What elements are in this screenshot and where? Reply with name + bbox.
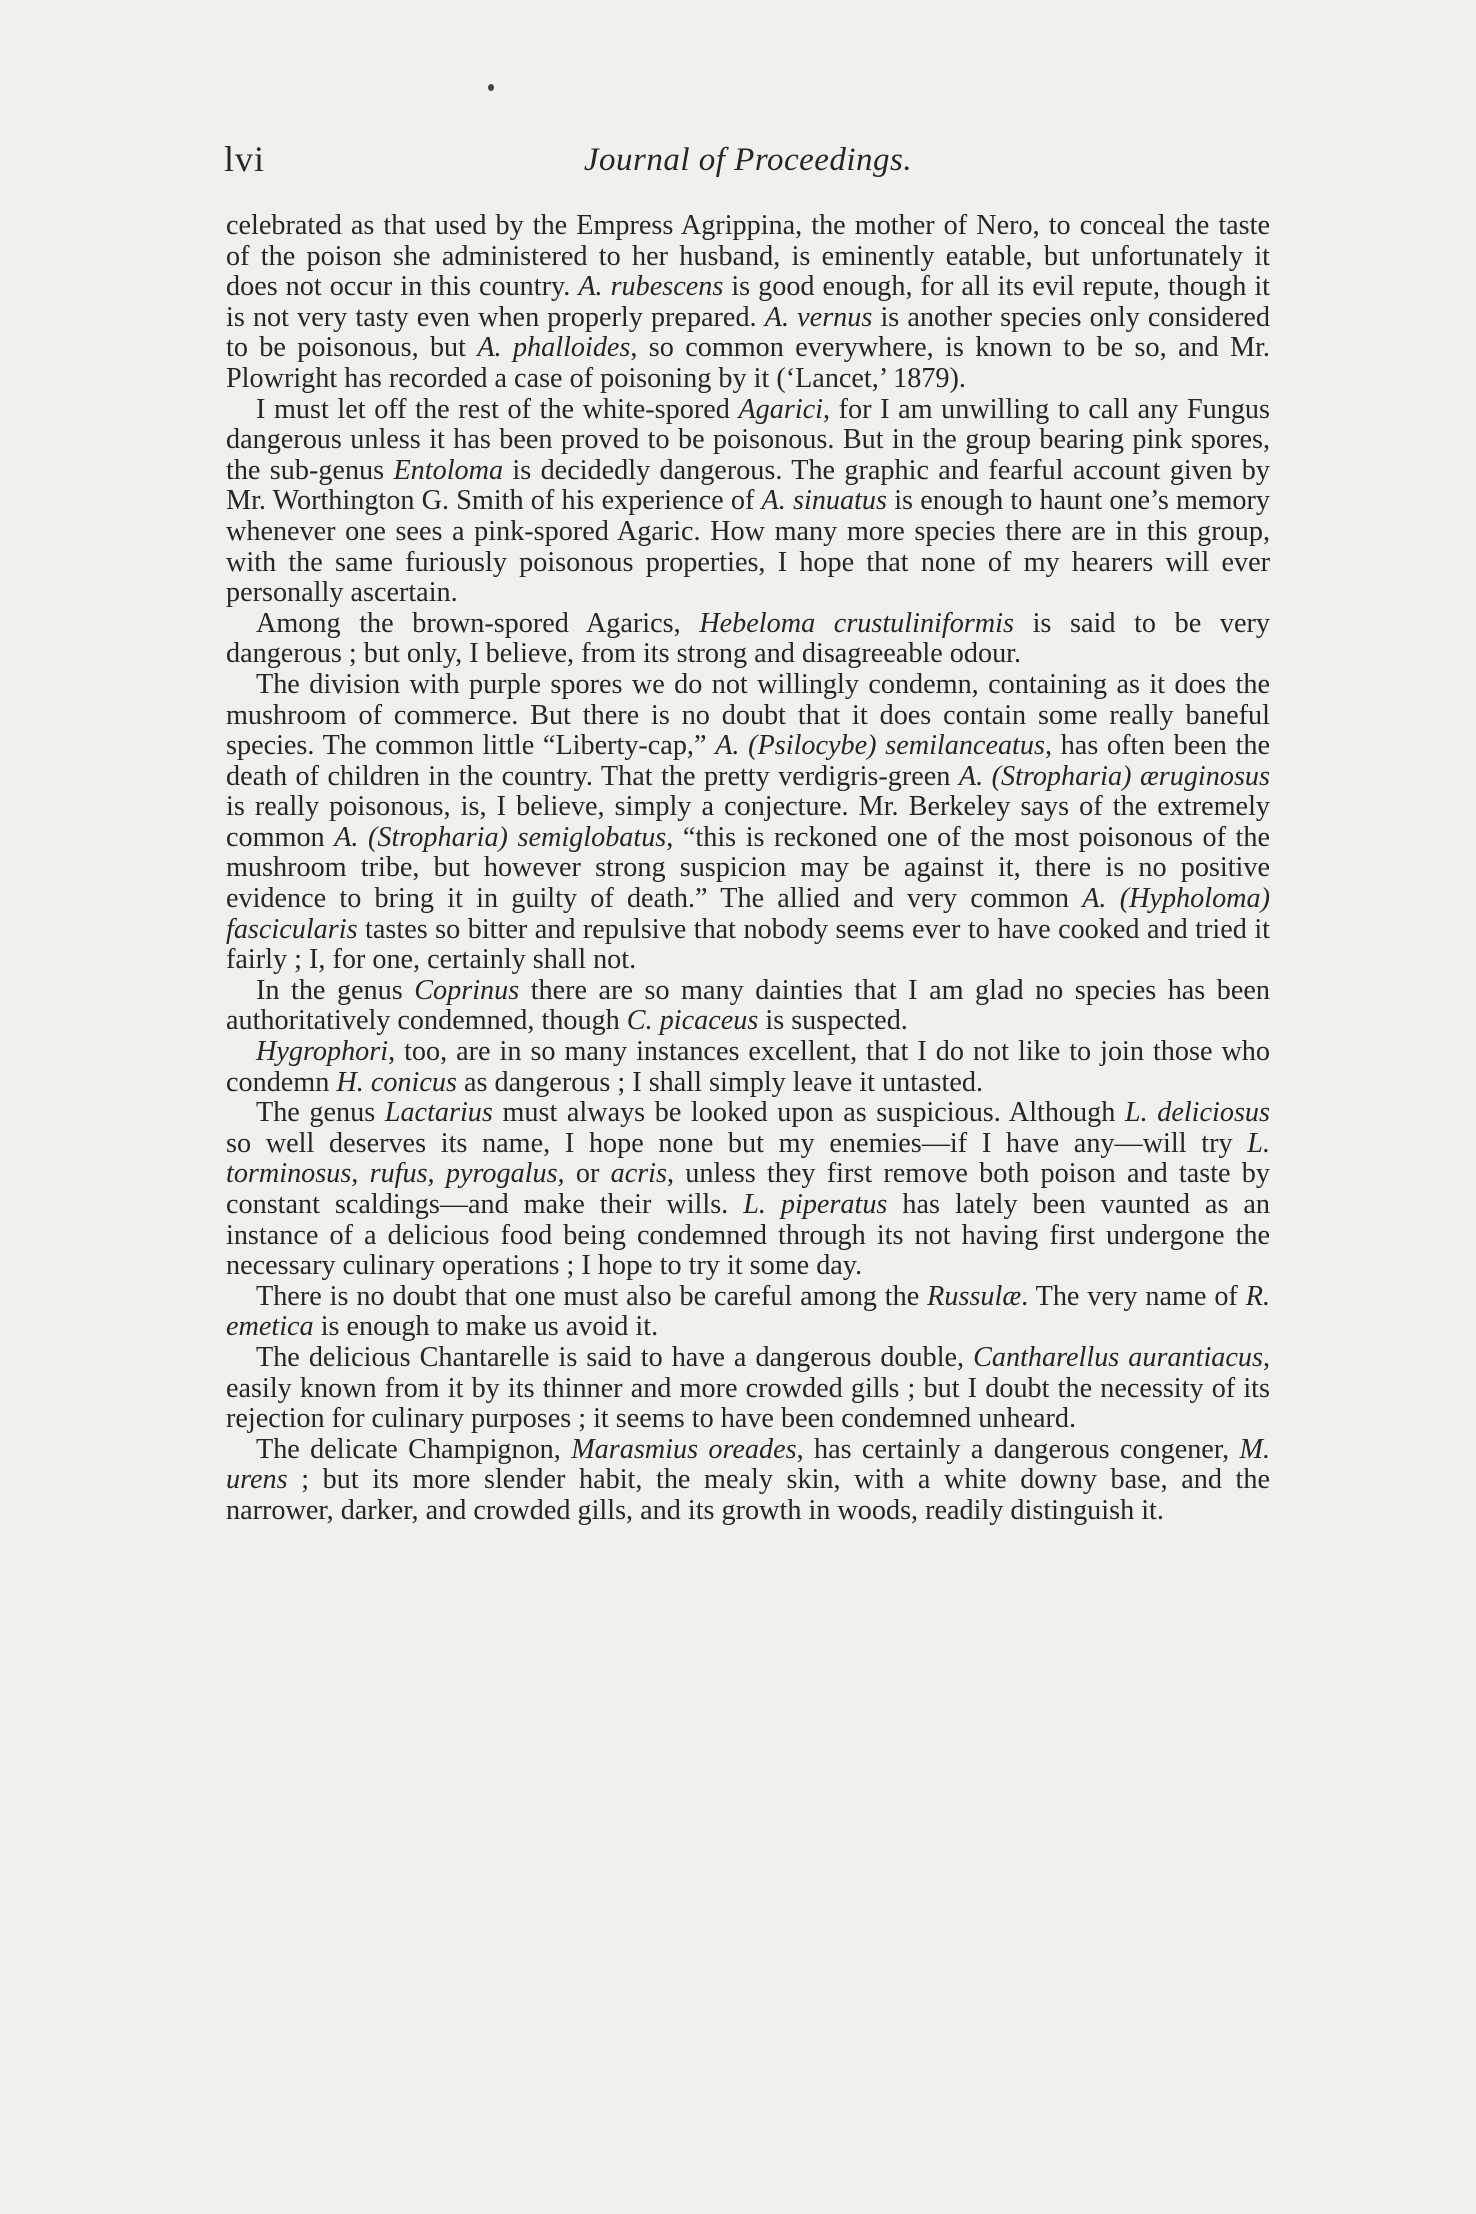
text-run: is decidedly dangerous. The graphic and fearful account given by Mr. Worthington G. Smith of his experience of xyxy=(226,454,1270,517)
text-run: In the genus xyxy=(256,974,415,1006)
italic-term: Hebeloma crustuliniformis xyxy=(699,607,1014,639)
text-run: , has often been the death of children in the country. That the pretty verdigris-green xyxy=(226,730,1271,792)
body-text xyxy=(226,211,1270,1527)
italic-term: A. (Hypholoma) fascicularis xyxy=(226,883,1270,945)
text-run: is enough to haunt one’s memory whenever one sees a pink-spored Agaric. How many more species there are in this group, with the same furiously poisonous properties, I hope that none of my hearers will ever personally ascertain. xyxy=(226,485,1270,609)
text-run: is good enough, for all its evil repute, though it is not very tasty even when properly prepared. xyxy=(226,271,1270,333)
italic-term: A. (Stropharia) æruginosus xyxy=(958,760,1270,792)
italic-term: acris xyxy=(610,1158,667,1190)
italic-term: C. picaceus xyxy=(626,1005,759,1037)
paragraph xyxy=(226,976,1270,1037)
text-run: Among the brown-spored Agarics, xyxy=(256,607,700,639)
italic-term: A. (Psilocybe) semilanceatus xyxy=(715,730,1045,762)
paragraph xyxy=(226,1282,1270,1343)
text-run: I must let off the rest of the white-spored xyxy=(256,393,739,425)
italic-term: Coprinus xyxy=(414,974,520,1006)
italic-term: L. piperatus xyxy=(743,1189,888,1220)
text-run: . The very name of xyxy=(1021,1280,1246,1312)
text-run: has lately been vaunted as an instance of a delicious food being condemned through its not having first undergone the necessary culinary operations ; I hope to try it some day. xyxy=(226,1189,1270,1282)
paragraph xyxy=(226,670,1270,976)
italic-term: Russulæ xyxy=(927,1280,1022,1312)
paragraph xyxy=(226,1343,1270,1435)
text-run: celebrated as that used by the Empress Agrippina, the mother of Nero, to conceal the taste of the poison she administered to her husband, is eminently eatable, but unfortunately it does not occur in this country. xyxy=(226,210,1270,303)
text-run: ; but its more slender habit, the mealy skin, with a white downy base, and the narrower, darker, and crowded gills, and its growth in woods, readily distinguish it. xyxy=(226,1464,1270,1526)
paragraph xyxy=(226,211,1270,395)
paragraph xyxy=(226,395,1270,609)
text-run: tastes so bitter and repulsive that nobody seems ever to have cooked and tried it fairly ; I, for one, certainly shall not. xyxy=(226,913,1270,976)
text-run: must always be looked upon as suspicious. Although xyxy=(492,1097,1125,1129)
italic-term: Agarici xyxy=(738,393,823,425)
text-run: is suspected. xyxy=(758,1005,908,1037)
text-run: , “this is reckoned one of the most poisonous of the mushroom tribe, but however strong suspicion may be against it, there is no positive evidence to bring it in guilty of death.” The allied and very common xyxy=(226,821,1270,915)
italic-term: L. torminosus, rufus, pyrogalus, xyxy=(226,1127,1270,1190)
text-run: , unless they first remove both poison and taste by constant scaldings—and make their wills. xyxy=(226,1158,1270,1220)
text-run: is said to be very dangerous ; but only, I believe, from its strong and disagreeable odour. xyxy=(226,607,1270,670)
text-run: The division with purple spores we do not willingly condemn, containing as it does the mushroom of commerce. But there is no doubt that it does contain some really baneful species. The common little “Liberty-cap,” xyxy=(226,668,1270,762)
text-run: , easily known from it by its thinner and more crowded gills ; but I doubt the necessity of its rejection for culinary purposes ; it seems to have been condemned unheard. xyxy=(226,1341,1270,1435)
italic-term: Cantharellus aurantiacus xyxy=(973,1341,1263,1373)
page-header xyxy=(224,138,1272,188)
paragraph xyxy=(226,1098,1270,1282)
ink-speck xyxy=(488,84,494,91)
text-run: or xyxy=(564,1158,611,1190)
italic-term: A. rubescens xyxy=(578,271,724,303)
italic-term: H. conicus xyxy=(336,1066,457,1098)
text-run: The delicious Chantarelle is said to have a dangerous double, xyxy=(256,1341,974,1373)
italic-term: L. deliciosus xyxy=(1124,1097,1270,1129)
italic-term: A. vernus xyxy=(764,301,873,333)
italic-term: A. sinuatus xyxy=(761,485,887,517)
italic-term: Entoloma xyxy=(393,454,504,486)
text-run: is enough to make us avoid it. xyxy=(313,1311,659,1343)
text-run: , has certainly a dangerous congener, xyxy=(796,1433,1240,1465)
text-run: There is no doubt that one must also be careful among the xyxy=(256,1280,928,1312)
italic-term: R. emetica xyxy=(226,1280,1270,1343)
paragraph xyxy=(226,609,1270,670)
italic-term: Marasmius oreades xyxy=(571,1433,797,1465)
paragraph xyxy=(226,1435,1270,1527)
italic-term: M. urens xyxy=(226,1433,1270,1496)
paragraph xyxy=(226,1037,1270,1098)
text-run: , for I am unwilling to call any Fungus dangerous unless it has been proved to be poisonous. But in the group bearing pink spores, the sub-genus xyxy=(226,393,1270,486)
text-run: The delicate Champignon, xyxy=(256,1433,572,1465)
italic-term: A. phalloides xyxy=(477,332,631,364)
text-run: so well deserves its name, I hope none but my enemies—if I have any—will try xyxy=(226,1127,1248,1159)
text-run: The genus xyxy=(256,1097,385,1129)
page-number: lvi xyxy=(224,139,266,179)
italic-term: Lactarius xyxy=(384,1097,493,1129)
running-title: Journal of Proceedings. xyxy=(583,142,913,178)
text-run: , too, are in so many instances excellent, that I do not like to join those who condemn xyxy=(226,1036,1270,1098)
text-run: , so common everywhere, is known to be so, and Mr. Plowright has recorded a case of poisoning by it (‘Lancet,’ 1879). xyxy=(226,332,1270,394)
text-run: is another species only considered to be poisonous, but xyxy=(226,301,1271,364)
italic-term: Hygrophori xyxy=(256,1036,389,1068)
text-run: is really poisonous, is, I believe, simply a conjecture. Mr. Berkeley says of the extremely common xyxy=(226,791,1270,853)
text-run: as dangerous ; I shall simply leave it untasted. xyxy=(456,1066,983,1098)
italic-term: A. (Stropharia) semiglobatus xyxy=(334,821,667,853)
text-run: there are so many dainties that I am glad no species has been authoritatively condemned, though xyxy=(226,974,1270,1037)
